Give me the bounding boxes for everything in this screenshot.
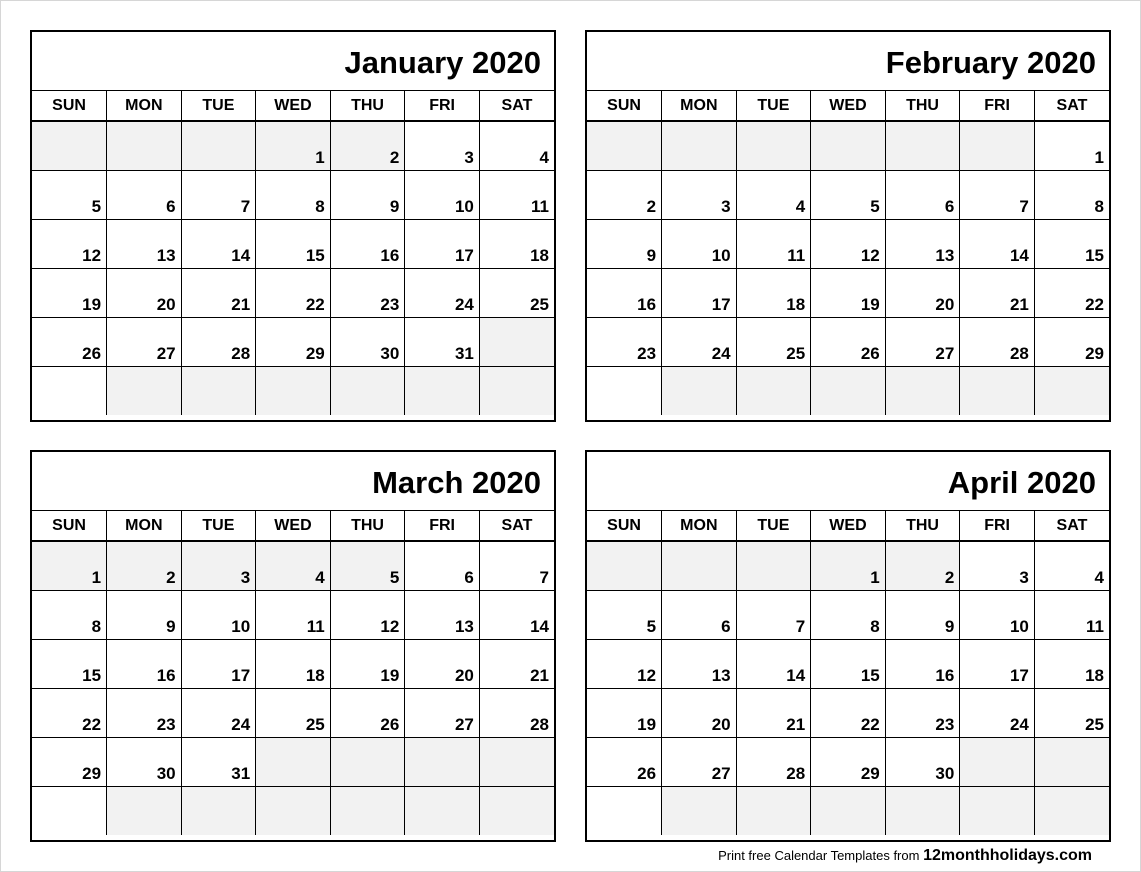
- day-cell: 18: [256, 639, 331, 688]
- empty-day-cell: [662, 786, 737, 835]
- week-row: [32, 121, 554, 170]
- day-cell: 21: [479, 639, 554, 688]
- week-row: [587, 317, 1109, 366]
- day-cell: 9: [885, 590, 960, 639]
- month-title: April 2020: [587, 452, 1109, 511]
- day-cell: 6: [107, 170, 182, 219]
- week-row: [32, 268, 554, 317]
- day-cell: 2: [885, 541, 960, 590]
- day-cell: 15: [256, 219, 331, 268]
- day-cell: 29: [1034, 317, 1109, 366]
- day-cell: 4: [256, 541, 331, 590]
- day-cell: 17: [405, 219, 480, 268]
- weekday-fri: FRI: [960, 91, 1035, 121]
- day-cell: 5: [330, 541, 405, 590]
- empty-day-cell: [256, 786, 331, 835]
- empty-day-cell: [587, 366, 662, 415]
- day-cell: 18: [736, 268, 811, 317]
- day-cell: 12: [587, 639, 662, 688]
- weekday-header-row: [32, 91, 554, 121]
- empty-day-cell: [181, 786, 256, 835]
- day-cell: 8: [256, 170, 331, 219]
- week-row: [32, 590, 554, 639]
- day-cell: 5: [587, 590, 662, 639]
- week-row: [587, 688, 1109, 737]
- empty-day-cell: [107, 366, 182, 415]
- empty-day-cell: [960, 737, 1035, 786]
- footer-credit: [718, 847, 1092, 865]
- day-cell: 9: [587, 219, 662, 268]
- day-cell: 1: [811, 541, 886, 590]
- day-cell: 29: [256, 317, 331, 366]
- day-cell: 30: [330, 317, 405, 366]
- day-cell: 11: [1034, 590, 1109, 639]
- empty-day-cell: [479, 737, 554, 786]
- footer-site-link[interactable]: 12monthholidays.com: [923, 847, 1092, 864]
- day-cell: 17: [960, 639, 1035, 688]
- day-cell: 23: [330, 268, 405, 317]
- day-cell: 25: [736, 317, 811, 366]
- empty-day-cell: [181, 366, 256, 415]
- weekday-thu: THU: [330, 511, 405, 541]
- day-cell: 4: [479, 121, 554, 170]
- week-row: [32, 317, 554, 366]
- day-cell: 29: [32, 737, 107, 786]
- empty-day-cell: [1034, 366, 1109, 415]
- weekday-sun: SUN: [587, 511, 662, 541]
- day-cell: 14: [181, 219, 256, 268]
- weekday-thu: THU: [885, 91, 960, 121]
- week-row: [587, 268, 1109, 317]
- day-cell: 23: [885, 688, 960, 737]
- weekday-sun: SUN: [32, 511, 107, 541]
- day-cell: 27: [662, 737, 737, 786]
- empty-day-cell: [1034, 786, 1109, 835]
- week-row: [587, 170, 1109, 219]
- empty-day-cell: [736, 121, 811, 170]
- day-cell: 2: [330, 121, 405, 170]
- day-cell: 31: [181, 737, 256, 786]
- weekday-thu: THU: [330, 91, 405, 121]
- day-cell: 22: [256, 268, 331, 317]
- week-row: [32, 219, 554, 268]
- day-cell: 5: [811, 170, 886, 219]
- day-cell: 24: [960, 688, 1035, 737]
- day-cell: 26: [32, 317, 107, 366]
- empty-day-cell: [885, 786, 960, 835]
- day-cell: 13: [885, 219, 960, 268]
- day-cell: 10: [960, 590, 1035, 639]
- calendar-march: [30, 450, 556, 842]
- day-cell: 12: [32, 219, 107, 268]
- weekday-wed: WED: [811, 511, 886, 541]
- day-cell: 14: [479, 590, 554, 639]
- week-row: [32, 170, 554, 219]
- day-cell: 20: [107, 268, 182, 317]
- day-cell: 27: [107, 317, 182, 366]
- day-cell: 26: [811, 317, 886, 366]
- month-grid: [32, 91, 554, 415]
- weekday-tue: TUE: [181, 511, 256, 541]
- empty-day-cell: [256, 737, 331, 786]
- week-row: [587, 219, 1109, 268]
- day-cell: 21: [736, 688, 811, 737]
- month-title: January 2020: [32, 32, 554, 91]
- day-cell: 19: [32, 268, 107, 317]
- day-cell: 18: [1034, 639, 1109, 688]
- day-cell: 27: [405, 688, 480, 737]
- empty-day-cell: [662, 366, 737, 415]
- empty-day-cell: [736, 786, 811, 835]
- empty-day-cell: [736, 541, 811, 590]
- day-cell: 28: [736, 737, 811, 786]
- empty-day-cell: [736, 366, 811, 415]
- empty-day-cell: [960, 366, 1035, 415]
- empty-day-cell: [330, 737, 405, 786]
- day-cell: 24: [662, 317, 737, 366]
- day-cell: 2: [107, 541, 182, 590]
- weekday-sun: SUN: [587, 91, 662, 121]
- week-row: [587, 541, 1109, 590]
- day-cell: 16: [107, 639, 182, 688]
- day-cell: 25: [256, 688, 331, 737]
- weekday-thu: THU: [885, 511, 960, 541]
- empty-day-cell: [885, 366, 960, 415]
- day-cell: 3: [960, 541, 1035, 590]
- day-cell: 13: [662, 639, 737, 688]
- day-cell: 28: [181, 317, 256, 366]
- empty-day-cell: [1034, 737, 1109, 786]
- day-cell: 15: [1034, 219, 1109, 268]
- week-row: [32, 639, 554, 688]
- day-cell: 31: [405, 317, 480, 366]
- day-cell: 5: [32, 170, 107, 219]
- day-cell: 19: [811, 268, 886, 317]
- day-cell: 19: [330, 639, 405, 688]
- empty-day-cell: [405, 786, 480, 835]
- week-row: [587, 121, 1109, 170]
- calendar-april: [585, 450, 1111, 842]
- empty-day-cell: [662, 121, 737, 170]
- day-cell: 9: [107, 590, 182, 639]
- day-cell: 22: [811, 688, 886, 737]
- day-cell: 14: [960, 219, 1035, 268]
- weekday-fri: FRI: [405, 91, 480, 121]
- day-cell: 3: [181, 541, 256, 590]
- empty-day-cell: [587, 541, 662, 590]
- day-cell: 10: [405, 170, 480, 219]
- day-cell: 28: [960, 317, 1035, 366]
- empty-day-cell: [107, 121, 182, 170]
- day-cell: 21: [960, 268, 1035, 317]
- day-cell: 23: [107, 688, 182, 737]
- empty-day-cell: [330, 366, 405, 415]
- weekday-tue: TUE: [736, 511, 811, 541]
- month-grid: [587, 91, 1109, 415]
- weekday-tue: TUE: [181, 91, 256, 121]
- weekday-mon: MON: [107, 511, 182, 541]
- weekday-sat: SAT: [479, 511, 554, 541]
- week-row: [32, 737, 554, 786]
- day-cell: 25: [1034, 688, 1109, 737]
- weekday-sun: SUN: [32, 91, 107, 121]
- empty-day-cell: [405, 366, 480, 415]
- day-cell: 16: [885, 639, 960, 688]
- day-cell: 23: [587, 317, 662, 366]
- empty-day-cell: [811, 121, 886, 170]
- weekday-header-row: [587, 91, 1109, 121]
- empty-day-cell: [885, 121, 960, 170]
- weekday-sat: SAT: [479, 91, 554, 121]
- week-row: [32, 786, 554, 835]
- weekday-fri: FRI: [960, 511, 1035, 541]
- week-row: [587, 639, 1109, 688]
- month-grid: [587, 511, 1109, 835]
- empty-day-cell: [405, 737, 480, 786]
- month-grid: [32, 511, 554, 835]
- day-cell: 4: [736, 170, 811, 219]
- week-row: [32, 688, 554, 737]
- day-cell: 28: [479, 688, 554, 737]
- day-cell: 10: [181, 590, 256, 639]
- week-row: [32, 366, 554, 415]
- empty-day-cell: [32, 366, 107, 415]
- weekday-sat: SAT: [1034, 91, 1109, 121]
- day-cell: 18: [479, 219, 554, 268]
- empty-day-cell: [479, 366, 554, 415]
- week-row: [587, 366, 1109, 415]
- day-cell: 22: [32, 688, 107, 737]
- weekday-header-row: [587, 511, 1109, 541]
- day-cell: 7: [181, 170, 256, 219]
- empty-day-cell: [479, 317, 554, 366]
- day-cell: 26: [330, 688, 405, 737]
- day-cell: 1: [256, 121, 331, 170]
- day-cell: 13: [405, 590, 480, 639]
- day-cell: 11: [256, 590, 331, 639]
- day-cell: 19: [587, 688, 662, 737]
- day-cell: 13: [107, 219, 182, 268]
- empty-day-cell: [587, 121, 662, 170]
- day-cell: 20: [885, 268, 960, 317]
- empty-day-cell: [479, 786, 554, 835]
- day-cell: 6: [885, 170, 960, 219]
- day-cell: 4: [1034, 541, 1109, 590]
- weekday-sat: SAT: [1034, 511, 1109, 541]
- day-cell: 16: [330, 219, 405, 268]
- day-cell: 11: [479, 170, 554, 219]
- day-cell: 21: [181, 268, 256, 317]
- day-cell: 17: [662, 268, 737, 317]
- weekday-tue: TUE: [736, 91, 811, 121]
- weekday-wed: WED: [811, 91, 886, 121]
- weekday-wed: WED: [256, 511, 331, 541]
- empty-day-cell: [32, 786, 107, 835]
- calendar-february: [585, 30, 1111, 422]
- day-cell: 25: [479, 268, 554, 317]
- day-cell: 14: [736, 639, 811, 688]
- day-cell: 7: [960, 170, 1035, 219]
- weekday-mon: MON: [662, 91, 737, 121]
- empty-day-cell: [107, 786, 182, 835]
- weekday-mon: MON: [107, 91, 182, 121]
- day-cell: 29: [811, 737, 886, 786]
- weekday-wed: WED: [256, 91, 331, 121]
- empty-day-cell: [662, 541, 737, 590]
- empty-day-cell: [32, 121, 107, 170]
- day-cell: 3: [405, 121, 480, 170]
- empty-day-cell: [330, 786, 405, 835]
- day-cell: 1: [32, 541, 107, 590]
- month-title: February 2020: [587, 32, 1109, 91]
- day-cell: 8: [1034, 170, 1109, 219]
- week-row: [587, 737, 1109, 786]
- day-cell: 30: [107, 737, 182, 786]
- day-cell: 7: [479, 541, 554, 590]
- week-row: [587, 786, 1109, 835]
- empty-day-cell: [181, 121, 256, 170]
- weekday-header-row: [32, 511, 554, 541]
- calendar-january: [30, 30, 556, 422]
- footer-text: Print free Calendar Templates from: [718, 848, 920, 863]
- day-cell: 2: [587, 170, 662, 219]
- day-cell: 15: [32, 639, 107, 688]
- day-cell: 12: [330, 590, 405, 639]
- empty-day-cell: [811, 786, 886, 835]
- day-cell: 7: [736, 590, 811, 639]
- day-cell: 6: [662, 590, 737, 639]
- day-cell: 10: [662, 219, 737, 268]
- day-cell: 26: [587, 737, 662, 786]
- day-cell: 27: [885, 317, 960, 366]
- day-cell: 24: [181, 688, 256, 737]
- month-title: March 2020: [32, 452, 554, 511]
- day-cell: 9: [330, 170, 405, 219]
- empty-day-cell: [587, 786, 662, 835]
- weekday-fri: FRI: [405, 511, 480, 541]
- day-cell: 22: [1034, 268, 1109, 317]
- day-cell: 16: [587, 268, 662, 317]
- weekday-mon: MON: [662, 511, 737, 541]
- empty-day-cell: [256, 366, 331, 415]
- day-cell: 30: [885, 737, 960, 786]
- day-cell: 12: [811, 219, 886, 268]
- day-cell: 8: [811, 590, 886, 639]
- day-cell: 15: [811, 639, 886, 688]
- day-cell: 11: [736, 219, 811, 268]
- week-row: [32, 541, 554, 590]
- empty-day-cell: [811, 366, 886, 415]
- empty-day-cell: [960, 786, 1035, 835]
- day-cell: 20: [405, 639, 480, 688]
- day-cell: 17: [181, 639, 256, 688]
- day-cell: 1: [1034, 121, 1109, 170]
- day-cell: 6: [405, 541, 480, 590]
- day-cell: 24: [405, 268, 480, 317]
- day-cell: 3: [662, 170, 737, 219]
- empty-day-cell: [960, 121, 1035, 170]
- day-cell: 8: [32, 590, 107, 639]
- day-cell: 20: [662, 688, 737, 737]
- week-row: [587, 590, 1109, 639]
